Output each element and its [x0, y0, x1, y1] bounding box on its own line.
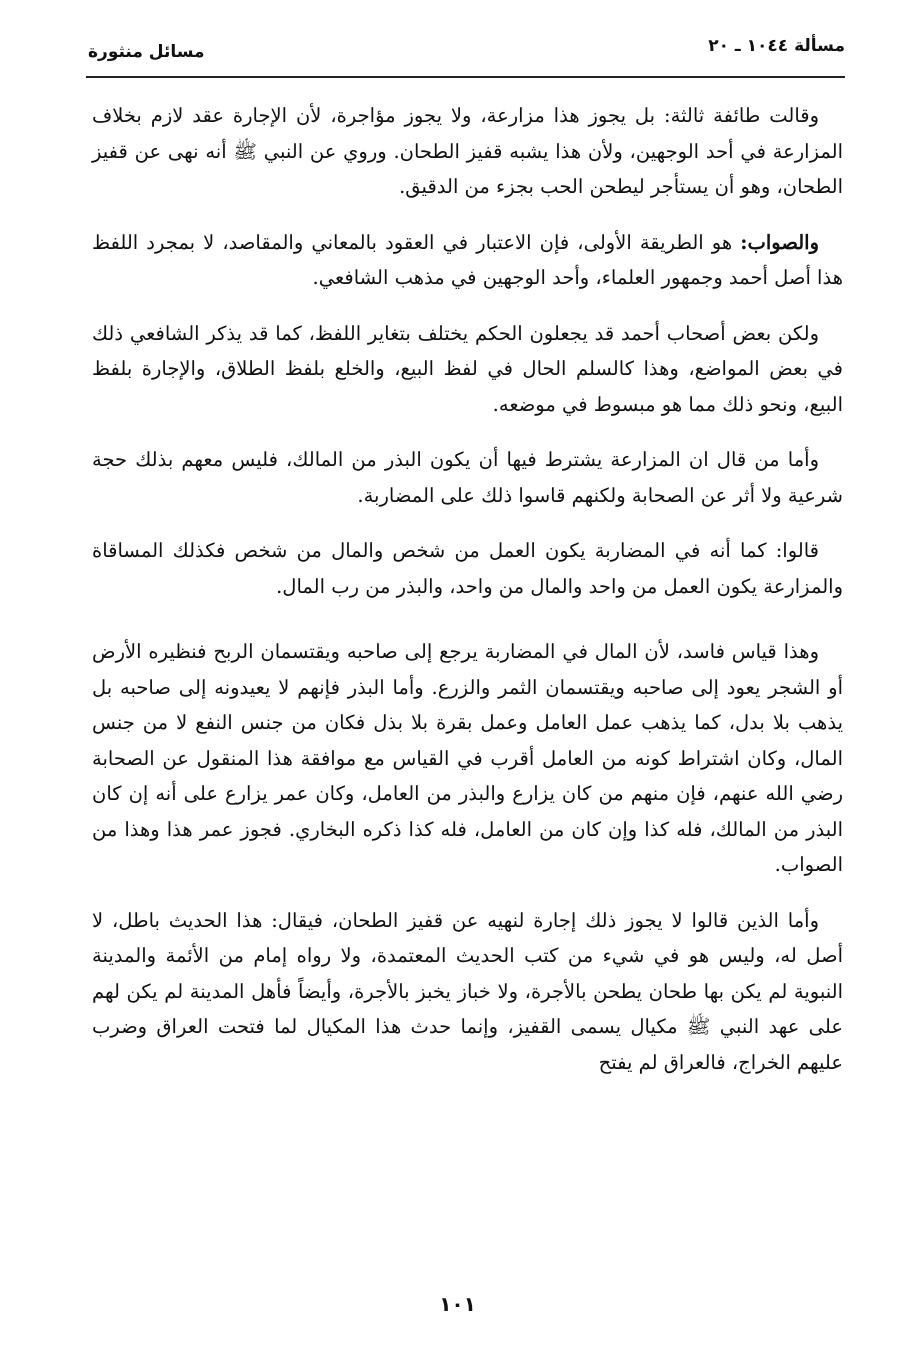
paragraph-7: [92, 903, 843, 1081]
paragraph-1-text: وقالت طائفة ثالثة: بل يجوز هذا مزارعة، ولا يجوز مؤاجرة، لأن الإجارة عقد لازم بخلاف المزارعة في أحد الوجهين، ولأن هذا يشبه قفيز الطحان. وروي عن النبي ﷺ أنه نهى عن قفيز الطحان، وهو أن يستأجر ليطحن الحب بجزء من الدقيق.: [92, 104, 843, 198]
paragraph-1: [92, 98, 843, 205]
paragraph-5-text: قالوا: كما أنه في المضاربة يكون العمل من شخص والمال من شخص فكذلك المساقاة والمزارعة يكون العمل من واحد والمال من واحد، والبذر من رب المال.: [92, 539, 843, 598]
paragraph-2-lead: والصواب:: [740, 230, 819, 254]
paragraph-7-text: وأما الذين قالوا لا يجوز ذلك إجارة لنهيه عن قفيز الطحان، فيقال: هذا الحديث باطل، لا أصل له، وليس هو في شيء من كتب الحديث المعتمدة، ولا رواه إمام من الأئمة والمدينة النبوية لم يكن بها طحان يطحن بالأجرة، ولا خباز يخبز بالأجرة، وأيضاً فأهل المدينة لم يكن لهم على عهد النبي ﷺ مكيال يسمى القفيز، وإنما حدث هذا المكيال لما فتحت العراق وضرب عليهم الخراج، فالعراق لم يفتح: [92, 908, 843, 1074]
issue-label: مسألة ١٠٤٤ ـ ٢٠: [708, 36, 845, 56]
paragraph-5: [92, 533, 843, 604]
paragraph-6: [92, 634, 843, 883]
paragraph-2-text: هو الطريقة الأولى، فإن الاعتبار في العقود بالمعاني والمقاصد، لا بمجرد اللفظ هذا أصل أحمد وجمهور العلماء، وأحد الوجهين في مذهب الشافعي.: [92, 230, 843, 289]
paragraph-3: [92, 316, 843, 423]
page-body: [92, 98, 843, 1100]
paragraph-2: [92, 225, 843, 296]
page-number: ١٠١: [439, 1292, 476, 1316]
paragraph-4: [92, 442, 843, 513]
running-header: [88, 30, 845, 70]
header-divider: [86, 76, 845, 78]
paragraph-4-text: وأما من قال ان المزارعة يشترط فيها أن يكون البذر من المالك، فليس معهم بذلك حجة شرعية ولا أثر عن الصحابة ولكنهم قاسوا ذلك على المضاربة.: [92, 448, 843, 507]
section-label: مسائل منثورة: [88, 42, 205, 62]
paragraph-3-text: ولكن بعض أصحاب أحمد قد يجعلون الحكم يختلف بتغاير اللفظ، كما قد يذكر الشافعي ذلك في بعض المواضع، وهذا كالسلم الحال في لفظ البيع، والخلع بلفظ الطلاق، والإجارة بلفظ البيع، ونحو ذلك مما هو مبسوط في موضعه.: [92, 321, 843, 416]
paragraph-6-text: وهذا قياس فاسد، لأن المال في المضاربة يرجع إلى صاحبه ويقتسمان الربح فنظيره الأرض أو الشجر يعود إلى صاحبه ويقتسمان الثمر والزرع. وأما البذر فإنهم لا يعيدونه إلى صاحبه بل يذهب بلا بدل، كما يذهب عمل العامل وعمل بقرة بلا بذل فكان من جنس النفع لا من جنس المال، وكان اشتراط كونه من العامل أقرب في القياس مع موافقة هذا المنقول عن الصحابة رضي الله عنهم، فإن منهم من كان يزارع والبذر من العامل، وكان عمر يزارع على أنه إن كان البذر من المالك، فله كذا وإن كان من العامل، فله كذا ذكره البخاري. فجوز عمر هذا وهذا من الصواب.: [92, 640, 843, 876]
